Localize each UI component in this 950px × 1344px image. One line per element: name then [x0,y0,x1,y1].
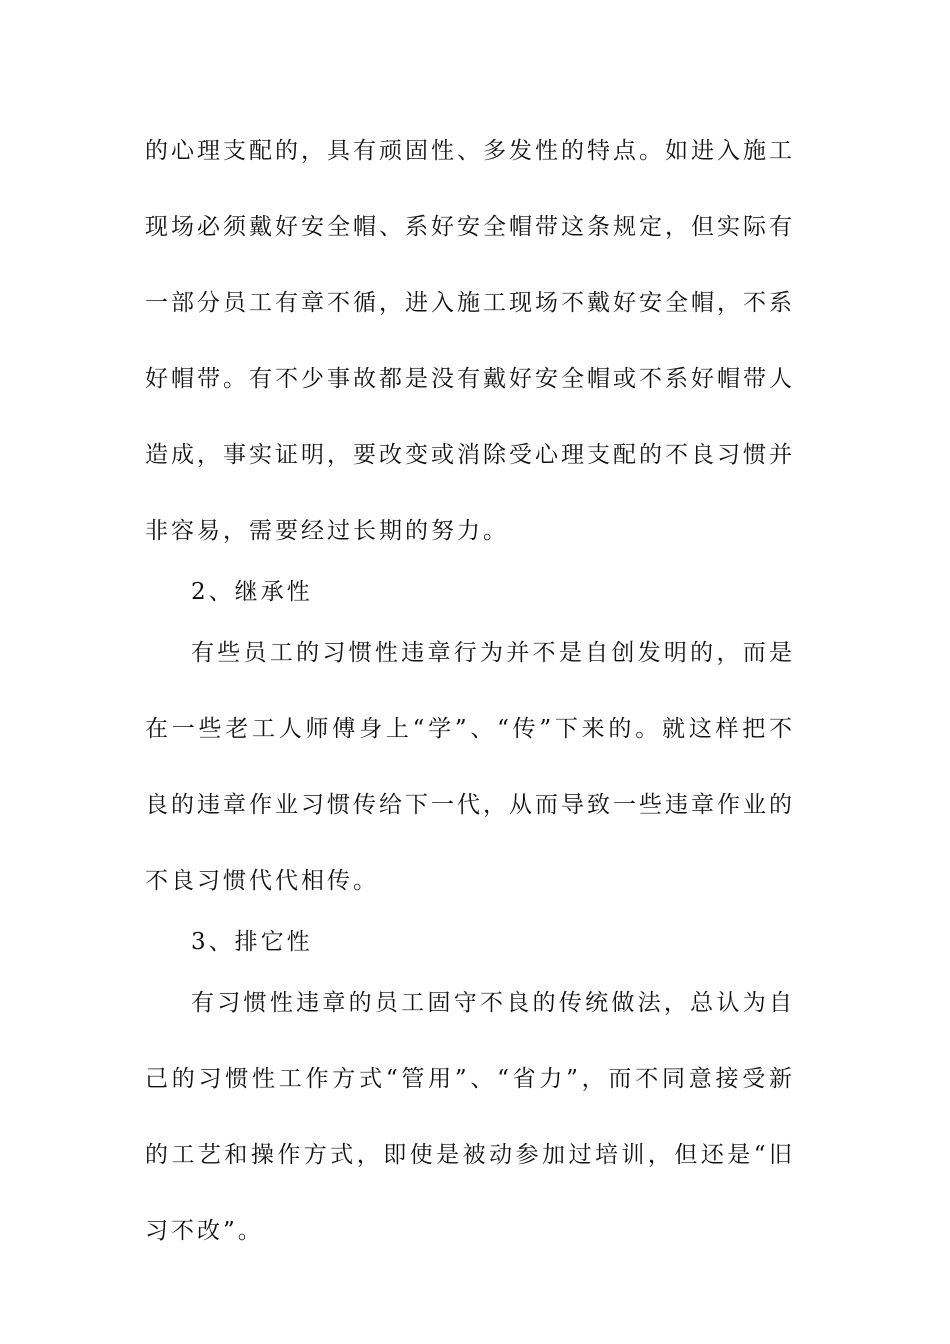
paragraph-psychology: 的心理支配的，具有顽固性、多发性的特点。如进入施工现场必须戴好安全帽、系好安全帽带这条规定，但实际有一部分员工有章不循，进入施工现场不戴好安全帽，不系好帽带。有不少事故都是没有戴好安全帽或不系好帽带人造成，事实证明，要改变或消除受心理支配的不良习惯并非容易，需要经过长期的努力。 [145,138,795,544]
section-heading-inheritance: 2、继承性 [191,579,313,605]
paragraph-exclusivity: 有习惯性违章的员工固守不良的传统做法，总认为自己的习惯性工作方式“管用”、“省力”，而不同意接受新的工艺和操作方式，即使是被动参加过培训，但还是“旧习不改”。 [145,990,795,1244]
section-heading-exclusivity: 3、排它性 [191,929,313,955]
document-body [145,128,795,1269]
paragraph-inheritance: 有些员工的习惯性违章行为并不是自创发明的，而是在一些老工人师傅身上“学”、“传”下来的。就这样把不良的违章作业习惯传给下一代，从而导致一些违章作业的不良习惯代代相传。 [145,640,795,894]
